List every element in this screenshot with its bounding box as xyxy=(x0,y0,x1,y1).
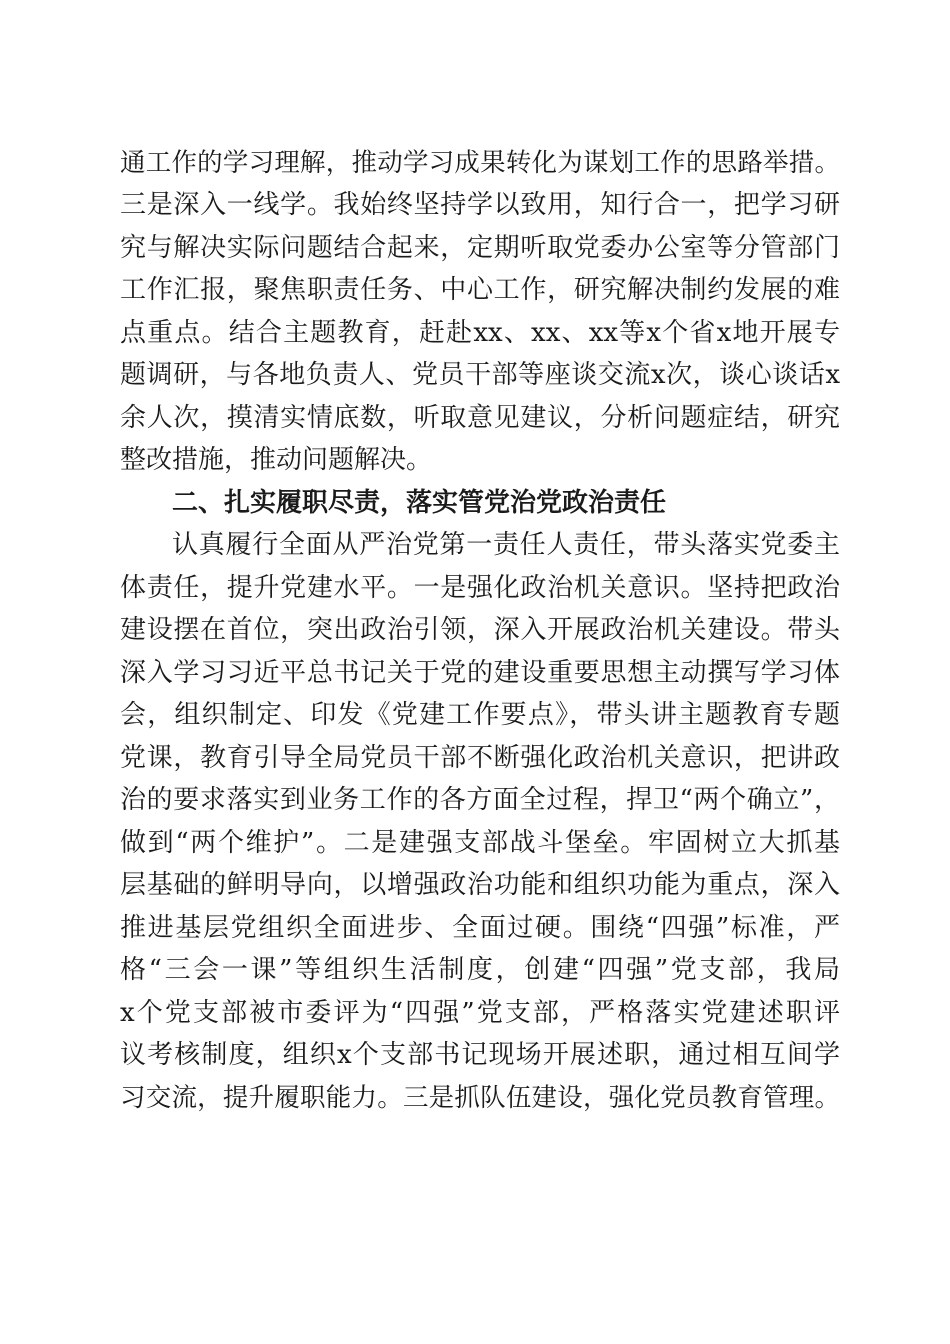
body-line: 习交流，提升履职能力。三是抓队伍建设，强化党员教育管理。 xyxy=(120,1083,840,1113)
paragraph-first-line: 认真履行全面从严治党第一责任人责任，带头落实党委主 xyxy=(172,530,840,560)
body-line: 究与解决实际问题结合起来，定期听取党委办公室等分管部门 xyxy=(120,233,840,263)
body-line: 建设摆在首位，突出政治引领，深入开展政治机关建设。带头 xyxy=(120,615,840,645)
body-line: 题调研，与各地负责人、党员干部等座谈交流x次，谈心谈话x xyxy=(120,360,840,390)
body-line: 层基础的鲜明导向，以增强政治功能和组织功能为重点，深入 xyxy=(120,870,840,900)
body-line: 格“三会一课”等组织生活制度，创建“四强”党支部，我局 xyxy=(120,955,840,985)
body-line: 点重点。结合主题教育，赶赴xx、xx、xx等x个省x地开展专 xyxy=(120,318,840,348)
body-line: 会，组织制定、印发《党建工作要点》，带头讲主题教育专题 xyxy=(120,700,840,730)
body-line: 余人次，摸清实情底数，听取意见建议，分析问题症结，研究 xyxy=(120,403,840,433)
body-line: 三是深入一线学。我始终坚持学以致用，知行合一，把学习研 xyxy=(120,190,840,220)
body-line: 深入学习习近平总书记关于党的建设重要思想主动撰写学习体 xyxy=(120,658,840,688)
body-line: 整改措施，推动问题解决。 xyxy=(120,445,433,475)
section-heading: 二、扎实履职尽责，落实管党治党政治责任 xyxy=(172,488,667,518)
body-line: 议考核制度，组织x个支部书记现场开展述职，通过相互间学 xyxy=(120,1040,840,1070)
body-line: 党课，教育引导全局党员干部不断强化政治机关意识，把讲政 xyxy=(120,743,840,773)
body-line: 推进基层党组织全面进步、全面过硬。围绕“四强”标准，严 xyxy=(120,913,840,943)
body-line: 体责任，提升党建水平。一是强化政治机关意识。坚持把政治 xyxy=(120,573,840,603)
body-line: 治的要求落实到业务工作的各方面全过程，捍卫“两个确立”， xyxy=(120,785,840,815)
body-line: 通工作的学习理解，推动学习成果转化为谋划工作的思路举措。 xyxy=(120,148,840,178)
body-line: 做到“两个维护”。二是建强支部战斗堡垒。牢固树立大抓基 xyxy=(120,828,840,858)
body-line: 工作汇报，聚焦职责任务、中心工作，研究解决制约发展的难 xyxy=(120,275,840,305)
body-line: x个党支部被市委评为“四强”党支部，严格落实党建述职评 xyxy=(120,998,840,1028)
